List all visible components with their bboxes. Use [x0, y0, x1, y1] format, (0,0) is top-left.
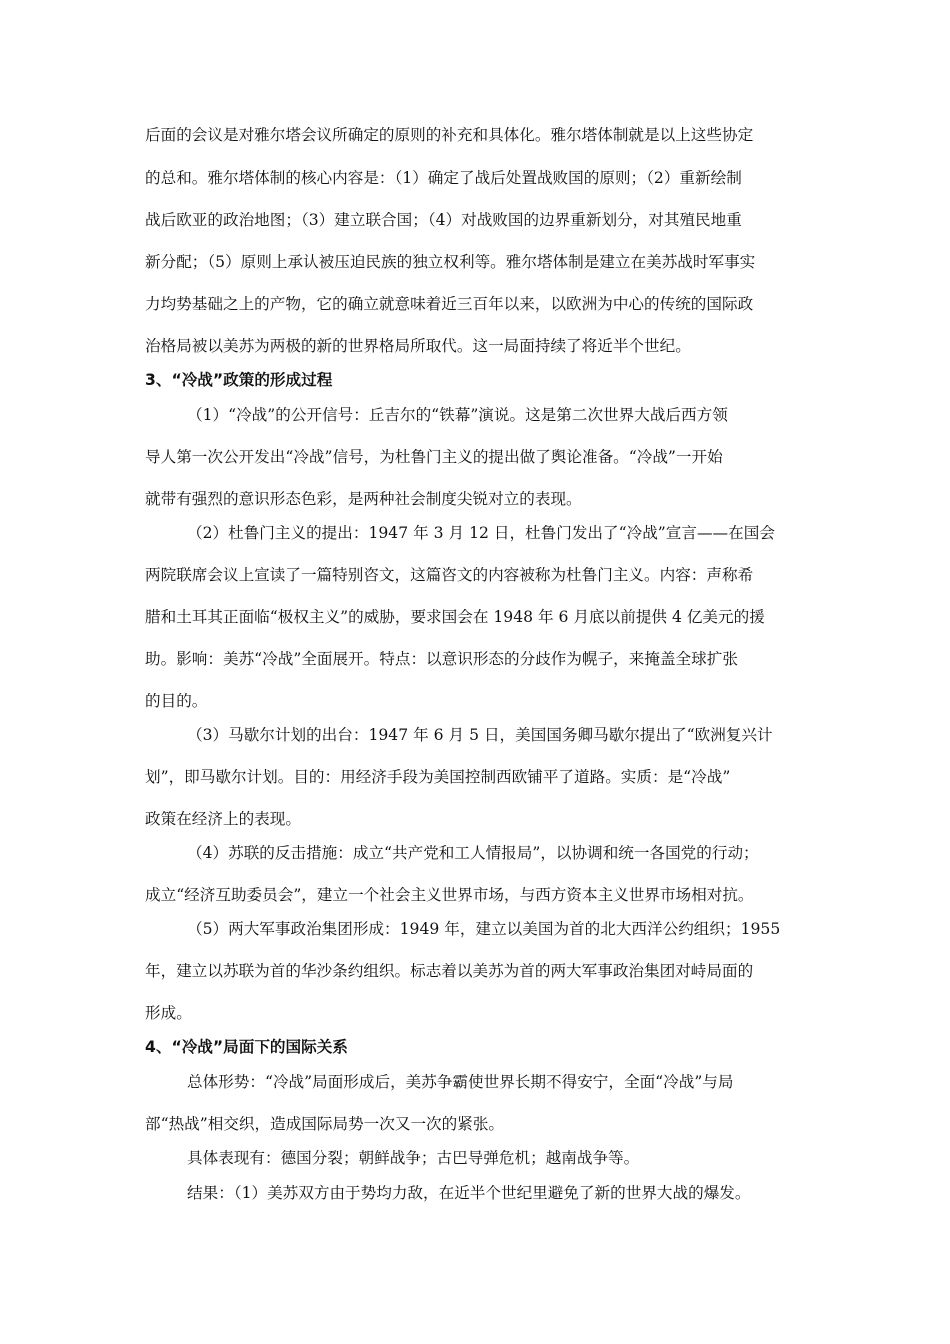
paragraph-line: （2）杜鲁门主义的提出：1947 年 3 月 12 日，杜鲁门发出了“冷战”宣言——在国会 — [187, 524, 775, 542]
paragraph-line: 的目的。 — [145, 692, 208, 710]
paragraph-line: 划”，即马歇尔计划。目的：用经济手段为美国控制西欧铺平了道路。实质：是“冷战” — [145, 768, 731, 786]
paragraph-line: （1）“冷战”的公开信号：丘吉尔的“铁幕”演说。这是第二次世界大战后西方领 — [187, 406, 728, 424]
paragraph-line: 导人第一次公开发出“冷战”信号，为杜鲁门主义的提出做了舆论准备。“冷战”一开始 — [145, 448, 723, 466]
paragraph-line: 战后欧亚的政治地图；（3）建立联合国；（4）对战败国的边界重新划分，对其殖民地重 — [145, 211, 742, 229]
paragraph-line: 就带有强烈的意识形态色彩，是两种社会制度尖锐对立的表现。 — [145, 490, 582, 508]
paragraph-line: 两院联席会议上宣读了一篇特别咨文，这篇咨文的内容被称为杜鲁门主义。内容：声称希 — [145, 566, 754, 584]
section-heading: 3、“冷战”政策的形成过程 — [145, 371, 333, 389]
paragraph-line: （4）苏联的反击措施：成立“共产党和工人情报局”，以协调和统一各国党的行动； — [187, 844, 759, 862]
paragraph-line: 部“热战”相交织，造成国际局势一次又一次的紧张。 — [145, 1115, 505, 1133]
paragraph-line: 新分配；（5）原则上承认被压迫民族的独立权利等。雅尔塔体制是建立在美苏战时军事实 — [145, 253, 756, 271]
paragraph-line: 年，建立以苏联为首的华沙条约组织。标志着以美苏为首的两大军事政治集团对峙局面的 — [145, 962, 754, 980]
paragraph-line: （3）马歇尔计划的出台：1947 年 6 月 5 日，美国国务卿马歇尔提出了“欧洲复兴计 — [187, 726, 773, 744]
paragraph-line: 治格局被以美苏为两极的新的世界格局所取代。这一局面持续了将近半个世纪。 — [145, 337, 691, 355]
paragraph-line: 具体表现有：德国分裂；朝鲜战争；古巴导弹危机；越南战争等。 — [187, 1149, 640, 1167]
paragraph-line: 腊和土耳其正面临“极权主义”的威胁，要求国会在 1948 年 6 月底以前提供 4 亿美元的援 — [145, 608, 765, 626]
section-heading: 4、“冷战”局面下的国际关系 — [145, 1038, 348, 1056]
paragraph-line: 成立“经济互助委员会”，建立一个社会主义世界市场，与西方资本主义世界市场相对抗。 — [145, 886, 754, 904]
paragraph-line: 结果：（1）美苏双方由于势均力敌，在近半个世纪里避免了新的世界大战的爆发。 — [187, 1184, 751, 1202]
paragraph-line: 助。影响：美苏“冷战”全面展开。特点：以意识形态的分歧作为幌子，来掩盖全球扩张 — [145, 650, 738, 668]
paragraph-line: 总体形势：“冷战”局面形成后，美苏争霸使世界长期不得安宁，全面“冷战”与局 — [187, 1073, 734, 1091]
paragraph-line: 的总和。雅尔塔体制的核心内容是：（1）确定了战后处置战败国的原则；（2）重新绘制 — [145, 169, 742, 187]
paragraph-line: 形成。 — [145, 1004, 192, 1022]
paragraph-line: 力均势基础之上的产物，它的确立就意味着近三百年以来，以欧洲为中心的传统的国际政 — [145, 295, 754, 313]
paragraph-line: 政策在经济上的表现。 — [145, 810, 301, 828]
paragraph-line: （5）两大军事政治集团形成：1949 年，建立以美国为首的北大西洋公约组织；1955 — [187, 920, 781, 938]
paragraph-line: 后面的会议是对雅尔塔会议所确定的原则的补充和具体化。雅尔塔体制就是以上这些协定 — [145, 126, 754, 144]
